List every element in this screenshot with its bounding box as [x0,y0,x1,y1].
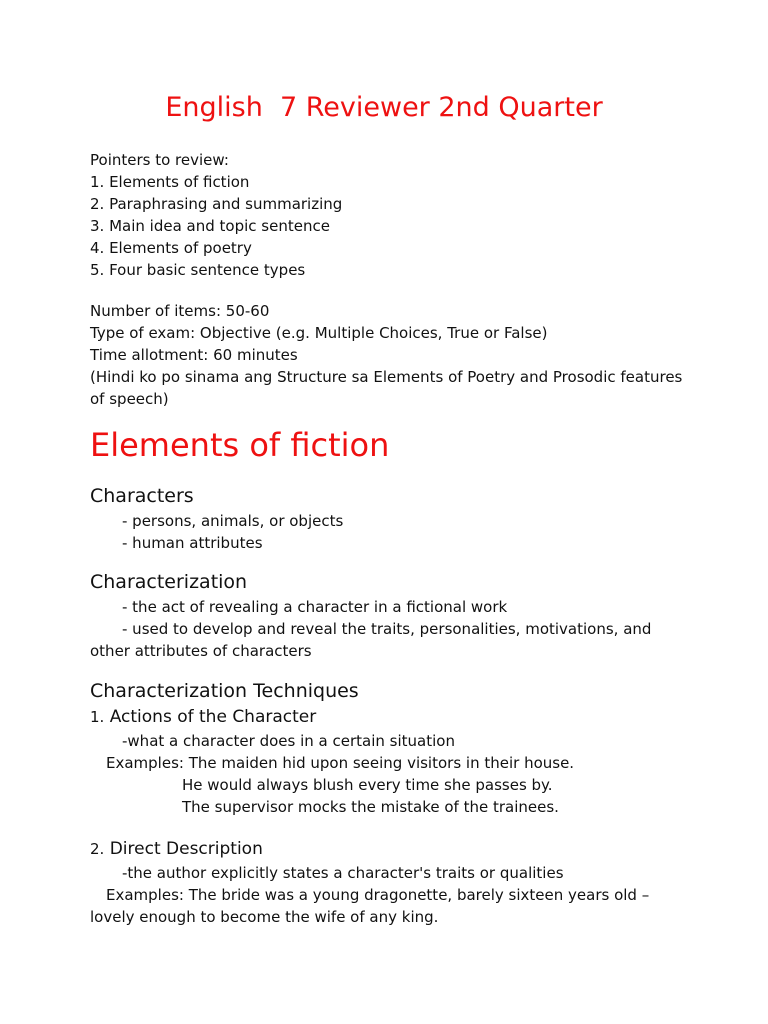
characters-heading: Characters [90,485,194,507]
characters-points [90,510,690,554]
exam-type: Type of exam: Objective (e.g. Multiple Choices, True or False) [90,324,548,342]
page-title: English 7 Reviewer 2nd Quarter [165,92,603,123]
examples-label: Examples: [106,754,184,772]
direct-definition: -the author explicitly states a character's traits or qualities [122,864,564,882]
pointers-heading: Pointers to review: [90,151,229,169]
actions-example: The supervisor mocks the mistake of the trainees. [182,798,559,816]
direct-number: 2. [90,840,105,858]
characterization-heading: Characterization [90,571,248,593]
pointer-item: 2. Paraphrasing and summarizing [90,195,343,213]
items-count: Number of items: 50-60 [90,302,270,320]
exam-note: (Hindi ko po sinama ang Structure sa Elements of Poetry and Prosodic features of speech) [90,368,683,408]
time-allotment: Time allotment: 60 minutes [90,346,298,364]
pointer-item: 1. Elements of fiction [90,173,250,191]
characterization-points [90,596,690,662]
actions-example: He would always blush every time she passes by. [182,776,553,794]
pointer-item: 5. Four basic sentence types [90,261,306,279]
actions-title: Actions of the Character [109,707,317,727]
pointers-block [90,149,690,281]
direct-title: Direct Description [109,839,263,859]
direct-example: Examples: The bride was a young dragonette, barely sixteen years old – lovely enough to become the wife of any king. [90,886,650,926]
actions-example-line [90,752,690,774]
direct-description-block [90,862,690,928]
pointer-item: 3. Main idea and topic sentence [90,217,330,235]
characterization-point: - used to develop and reveal the traits, personalities, motivations, and other attributes of characters [90,620,652,660]
characters-point: - human attributes [122,534,263,552]
direct-description-heading [90,839,263,859]
techniques-heading: Characterization Techniques [90,680,359,702]
actions-example: The maiden hid upon seeing visitors in their house. [188,754,575,772]
actions-definition: -what a character does in a certain situation [122,732,455,750]
pointer-item: 4. Elements of poetry [90,239,252,257]
actions-number: 1. [90,708,105,726]
section-heading: Elements of fiction [90,426,390,464]
exam-info-block [90,300,690,410]
actions-heading [90,707,316,727]
characters-point: - persons, animals, or objects [122,512,344,530]
actions-block [90,730,690,818]
characterization-point: - the act of revealing a character in a fictional work [122,598,508,616]
